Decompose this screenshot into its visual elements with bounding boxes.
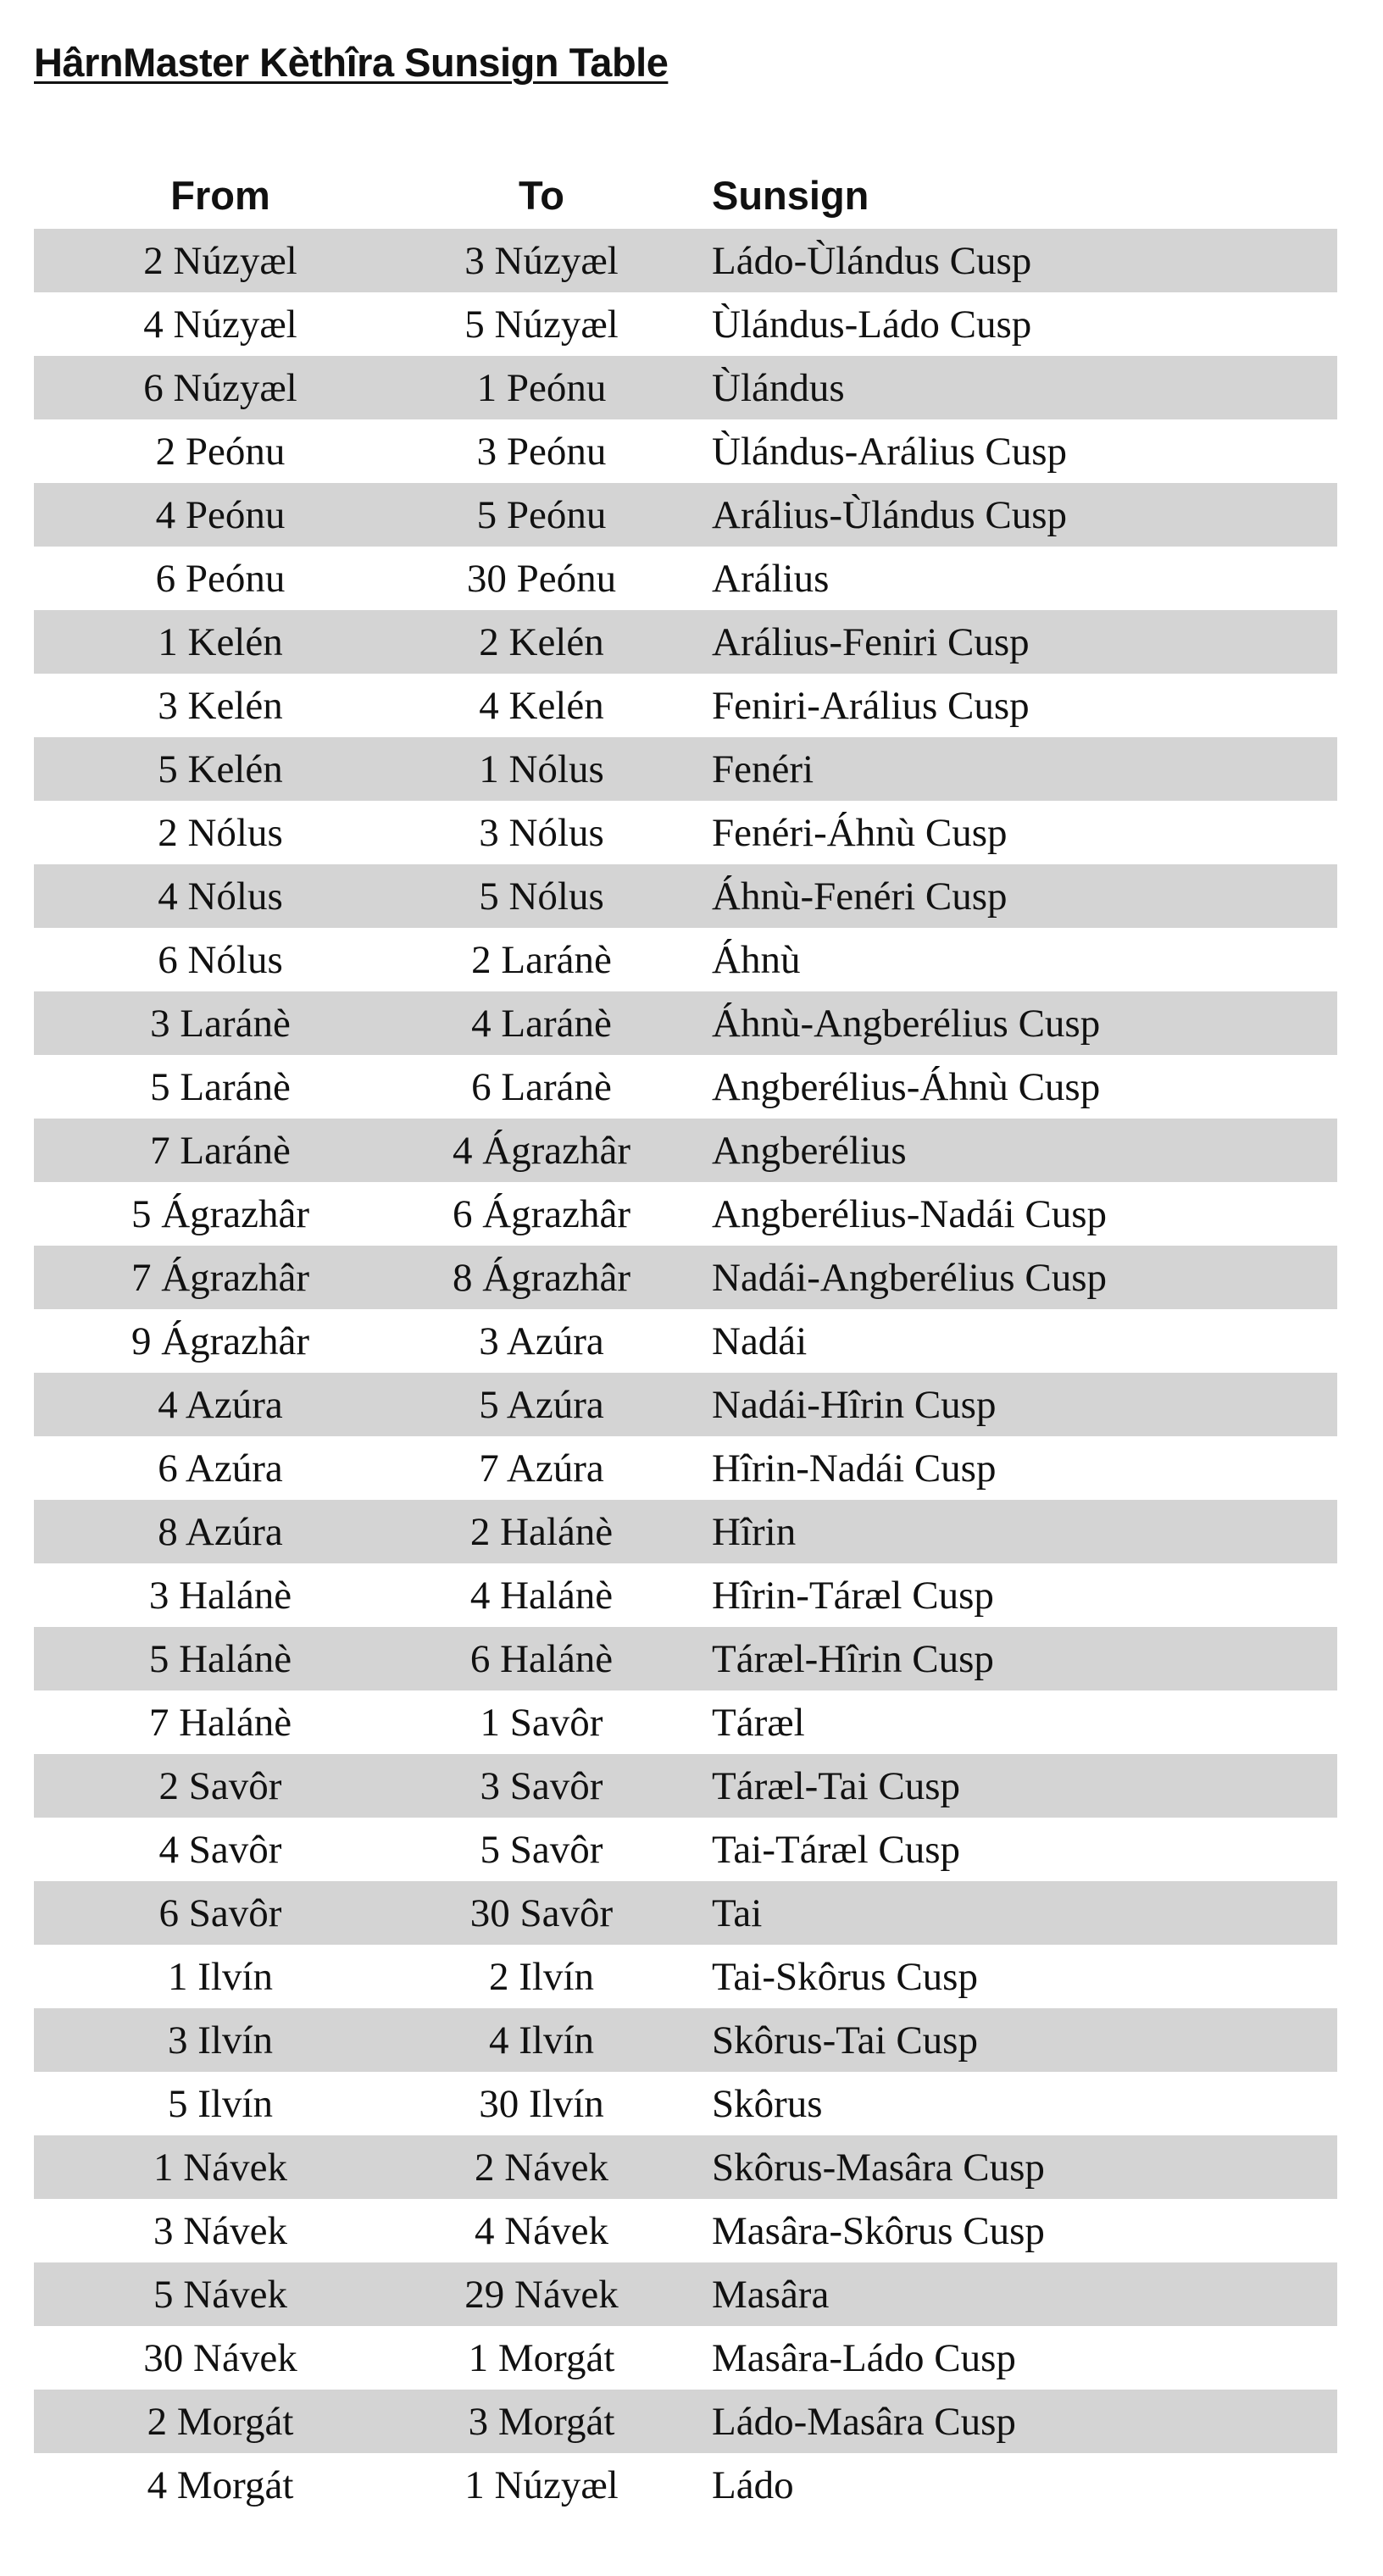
- cell-from: 7 Laránè: [150, 1128, 291, 1173]
- table-row: [34, 737, 1337, 801]
- cell-sunsign: Ùlándus-Ládo Cusp: [712, 302, 1032, 347]
- table-row: [34, 547, 1337, 610]
- header-from: From: [170, 172, 270, 218]
- cell-to: 1 Nólus: [479, 747, 604, 791]
- table-row: [34, 2262, 1337, 2326]
- table-row: [34, 1436, 1337, 1500]
- cell-to: 6 Halánè: [469, 1636, 614, 1681]
- cell-to: 7 Azúra: [479, 1446, 604, 1491]
- table-row: [34, 2135, 1337, 2199]
- cell-from: 6 Savôr: [158, 1890, 282, 1935]
- table-row: [34, 2199, 1337, 2262]
- cell-sunsign: Hîrin-Nadái Cusp: [712, 1446, 997, 1491]
- table-row: [34, 1690, 1337, 1754]
- header-sunsign: Sunsign: [712, 172, 869, 218]
- cell-sunsign: Angberélius-Áhnù Cusp: [712, 1064, 1101, 1109]
- cell-to: 4 Laránè: [471, 1001, 612, 1046]
- table-row: [34, 1500, 1337, 1563]
- cell-from: 5 Halánè: [148, 1636, 292, 1681]
- cell-from: 4 Azúra: [158, 1382, 283, 1427]
- cell-to: 2 Ilvín: [488, 1954, 595, 1999]
- cell-from: 4 Savôr: [158, 1827, 282, 1872]
- table-row: [34, 229, 1337, 292]
- cell-to: 1 Savôr: [480, 1700, 603, 1745]
- cell-to: 30 Savôr: [469, 1890, 614, 1935]
- cell-to: 3 Núzyæl: [464, 238, 619, 283]
- cell-from: 2 Morgát: [147, 2399, 294, 2444]
- cell-from: 6 Azúra: [158, 1446, 283, 1491]
- table-row: [34, 1754, 1337, 1818]
- table-row: [34, 356, 1337, 419]
- cell-to: 5 Núzyæl: [464, 302, 619, 347]
- cell-from: 3 Halánè: [148, 1573, 292, 1618]
- cell-to: 5 Peónu: [476, 492, 607, 537]
- cell-sunsign: Masâra-Skôrus Cusp: [712, 2208, 1045, 2253]
- cell-from: 5 Kelén: [158, 747, 283, 791]
- cell-sunsign: Arálius-Feniri Cusp: [712, 619, 1030, 664]
- cell-from: 1 Návek: [153, 2145, 287, 2190]
- table-row: [34, 1627, 1337, 1690]
- table-row: [34, 864, 1337, 928]
- cell-sunsign: Tai-Táræl Cusp: [712, 1827, 961, 1872]
- cell-to: 5 Nólus: [479, 874, 604, 919]
- cell-sunsign: Angberélius-Nadái Cusp: [712, 1191, 1107, 1236]
- cell-from: 6 Peónu: [155, 556, 286, 601]
- cell-from: 7 Halánè: [148, 1700, 292, 1745]
- cell-sunsign: Tai-Skôrus Cusp: [712, 1954, 978, 1999]
- cell-sunsign: Ùlándus-Arálius Cusp: [712, 429, 1068, 474]
- table-row: [34, 483, 1337, 547]
- cell-to: 2 Návek: [475, 2145, 608, 2190]
- cell-sunsign: Ládo-Masâra Cusp: [712, 2399, 1016, 2444]
- cell-to: 4 Halánè: [469, 1573, 614, 1618]
- cell-from: 2 Núzyæl: [143, 238, 297, 283]
- table-row: [34, 2453, 1337, 2517]
- cell-to: 3 Savôr: [480, 1763, 603, 1808]
- cell-from: 6 Nólus: [158, 937, 283, 982]
- table-row: [34, 1055, 1337, 1119]
- cell-to: 1 Morgát: [468, 2335, 615, 2380]
- cell-to: 30 Peónu: [466, 556, 617, 601]
- table-row: [34, 928, 1337, 991]
- cell-from: 3 Kelén: [158, 683, 283, 728]
- cell-from: 3 Návek: [153, 2208, 287, 2253]
- table-row: [34, 1373, 1337, 1436]
- table-row: [34, 674, 1337, 737]
- cell-from: 9 Ágrazhâr: [131, 1319, 310, 1363]
- cell-sunsign: Skôrus: [712, 2081, 823, 2126]
- table-row: [34, 292, 1337, 356]
- cell-sunsign: Táræl-Hîrin Cusp: [712, 1636, 994, 1681]
- cell-sunsign: Skôrus-Masâra Cusp: [712, 2145, 1045, 2190]
- cell-to: 6 Laránè: [471, 1064, 612, 1109]
- table-row: [34, 610, 1337, 674]
- table-row: [34, 2326, 1337, 2390]
- cell-from: 2 Nólus: [158, 810, 283, 855]
- cell-sunsign: Skôrus-Tai Cusp: [712, 2018, 978, 2062]
- table-row: [34, 1818, 1337, 1881]
- table-row: [34, 1945, 1337, 2008]
- cell-to: 8 Ágrazhâr: [452, 1255, 631, 1300]
- cell-sunsign: Áhnù-Fenéri Cusp: [712, 874, 1008, 919]
- cell-from: 4 Nólus: [158, 874, 283, 919]
- cell-sunsign: Ùlándus: [712, 365, 845, 410]
- cell-sunsign: Áhnù-Angberélius Cusp: [712, 1001, 1101, 1046]
- cell-to: 6 Ágrazhâr: [452, 1191, 631, 1236]
- cell-from: 5 Ágrazhâr: [131, 1191, 310, 1236]
- cell-sunsign: Fenéri: [712, 747, 814, 791]
- cell-to: 1 Núzyæl: [464, 2462, 619, 2507]
- cell-to: 4 Kelén: [479, 683, 604, 728]
- sunsign-table: [34, 161, 1337, 2517]
- cell-to: 3 Azúra: [479, 1319, 604, 1363]
- table-row: [34, 419, 1337, 483]
- cell-sunsign: Ládo: [712, 2462, 794, 2507]
- cell-sunsign: Nadái-Angberélius Cusp: [712, 1255, 1107, 1300]
- cell-from: 4 Núzyæl: [143, 302, 297, 347]
- cell-sunsign: Táræl: [712, 1700, 805, 1745]
- cell-sunsign: Nadái: [712, 1319, 808, 1363]
- cell-from: 2 Peónu: [155, 429, 286, 474]
- cell-to: 1 Peónu: [476, 365, 607, 410]
- cell-to: 5 Savôr: [480, 1827, 603, 1872]
- table-row: [34, 801, 1337, 864]
- cell-from: 3 Ilvín: [167, 2018, 274, 2062]
- table-row: [34, 1182, 1337, 1246]
- table-header: [34, 161, 1337, 229]
- cell-sunsign: Táræl-Tai Cusp: [712, 1763, 961, 1808]
- cell-from: 4 Peónu: [155, 492, 286, 537]
- cell-sunsign: Ládo-Ùlándus Cusp: [712, 238, 1032, 283]
- cell-from: 30 Návek: [143, 2335, 297, 2380]
- table-row: [34, 1119, 1337, 1182]
- cell-from: 6 Núzyæl: [143, 365, 297, 410]
- cell-sunsign: Feniri-Arálius Cusp: [712, 683, 1030, 728]
- cell-sunsign: Tai: [712, 1890, 763, 1935]
- header-to: To: [519, 172, 564, 218]
- cell-to: 2 Kelén: [479, 619, 604, 664]
- cell-to: 3 Morgát: [468, 2399, 615, 2444]
- cell-from: 1 Ilvín: [167, 1954, 274, 1999]
- table-row: [34, 2390, 1337, 2453]
- page-title: HârnMaster Kèthîra Sunsign Table: [34, 40, 669, 85]
- cell-to: 4 Návek: [475, 2208, 608, 2253]
- cell-to: 4 Ilvín: [488, 2018, 595, 2062]
- table-row: [34, 1563, 1337, 1627]
- cell-from: 3 Laránè: [150, 1001, 291, 1046]
- cell-sunsign: Fenéri-Áhnù Cusp: [712, 810, 1008, 855]
- cell-sunsign: Masâra-Ládo Cusp: [712, 2335, 1016, 2380]
- cell-sunsign: Arálius: [712, 556, 830, 601]
- cell-to: 30 Ilvín: [479, 2081, 604, 2126]
- table-body: [34, 229, 1337, 2517]
- cell-to: 3 Nólus: [479, 810, 604, 855]
- cell-to: 2 Laránè: [471, 937, 612, 982]
- table-row: [34, 991, 1337, 1055]
- cell-sunsign: Hîrin: [712, 1509, 797, 1554]
- cell-to: 2 Halánè: [469, 1509, 614, 1554]
- table-row: [34, 1881, 1337, 1945]
- cell-sunsign: Masâra: [712, 2272, 830, 2317]
- cell-from: 5 Návek: [153, 2272, 287, 2317]
- table-row: [34, 2008, 1337, 2072]
- cell-to: 4 Ágrazhâr: [452, 1128, 631, 1173]
- cell-sunsign: Arálius-Ùlándus Cusp: [712, 492, 1068, 537]
- cell-from: 1 Kelén: [158, 619, 283, 664]
- cell-sunsign: Áhnù: [712, 937, 801, 982]
- table-row: [34, 2072, 1337, 2135]
- cell-from: 4 Morgát: [147, 2462, 294, 2507]
- cell-from: 5 Ilvín: [167, 2081, 274, 2126]
- cell-sunsign: Nadái-Hîrin Cusp: [712, 1382, 997, 1427]
- cell-to: 5 Azúra: [479, 1382, 604, 1427]
- table-row: [34, 1309, 1337, 1373]
- cell-from: 2 Savôr: [158, 1763, 282, 1808]
- cell-from: 5 Laránè: [150, 1064, 291, 1109]
- cell-from: 7 Ágrazhâr: [131, 1255, 310, 1300]
- cell-from: 8 Azúra: [158, 1509, 283, 1554]
- table-row: [34, 1246, 1337, 1309]
- cell-sunsign: Angberélius: [712, 1128, 907, 1173]
- cell-sunsign: Hîrin-Táræl Cusp: [712, 1573, 994, 1618]
- cell-to: 3 Peónu: [476, 429, 607, 474]
- cell-to: 29 Návek: [464, 2272, 619, 2317]
